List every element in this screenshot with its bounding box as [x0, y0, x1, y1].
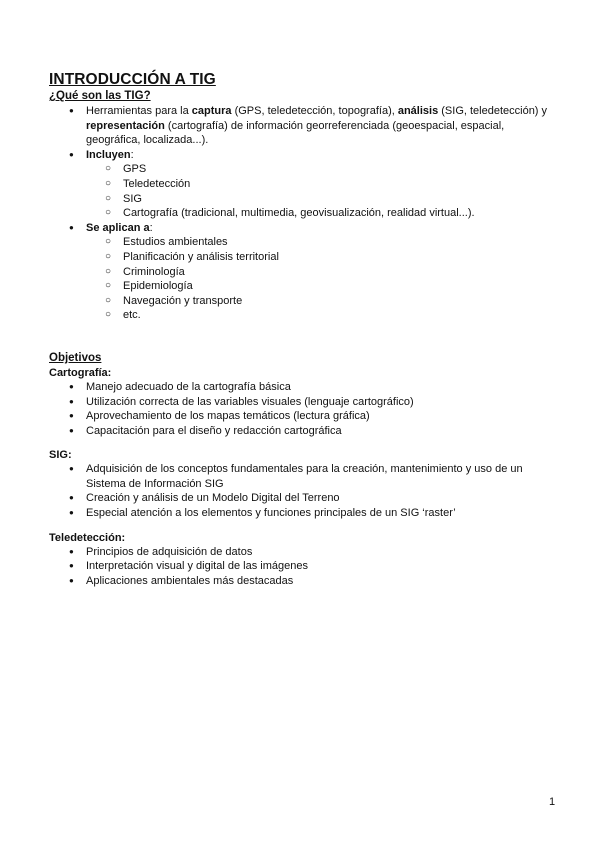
list-item: ○ etc.	[49, 308, 559, 323]
list-item: ○ SIG	[49, 192, 559, 207]
list-item: ○ Planificación y análisis territorial	[49, 250, 559, 265]
subheading-sig: SIG:	[49, 449, 72, 462]
list-item: ● Creación y análisis de un Modelo Digital del Terreno	[49, 491, 559, 506]
definition-item	[49, 104, 559, 148]
page-number: 1	[549, 796, 556, 808]
spacer	[49, 438, 559, 448]
definition-text-4: (cartografía) de información georreferenciada (geoespacial, espacial, geográfica, localizada...).	[86, 119, 505, 147]
subheading-cartografia: Cartografía:	[49, 366, 112, 379]
que-son-list	[49, 104, 559, 323]
definition-text-3: (SIG, teledetección) y	[438, 105, 548, 117]
teledeteccion-list	[49, 545, 559, 589]
se-aplican-item	[49, 221, 559, 323]
list-item: ○ Cartografía (tradicional, multimedia, geovisualización, realidad virtual...).	[49, 206, 559, 221]
list-item: ● Capacitación para el diseño y redacción cartográfica	[49, 424, 559, 439]
list-item: ● Aprovechamiento de los mapas temáticos (lectura gráfica)	[49, 409, 559, 424]
spacer	[49, 521, 559, 531]
incluyen-colon: :	[130, 148, 134, 161]
sig-list	[49, 462, 559, 520]
list-item: ● Manejo adecuado de la cartografía básica	[49, 380, 559, 395]
definition-bold-analisis: análisis	[397, 105, 439, 117]
definition-text-2: (GPS, teledetección, topografía),	[231, 105, 398, 117]
se-aplican-sublist	[86, 235, 559, 323]
list-item: ● Adquisición de los conceptos fundamentales para la creación, mantenimiento y uso de un Sistema de Información SIG	[49, 462, 559, 491]
se-aplican-colon: :	[149, 221, 153, 234]
incluyen-label: Incluyen	[86, 148, 131, 161]
subheading-teledeteccion: Teledetección:	[49, 531, 126, 544]
list-item: ○ Epidemiología	[49, 279, 559, 294]
incluyen-item	[49, 148, 559, 221]
list-item: ● Aplicaciones ambientales más destacadas	[49, 574, 559, 589]
section-heading-que-son: ¿Qué son las TIG?	[49, 90, 151, 102]
list-item: ○ Criminología	[49, 265, 559, 280]
list-item: ○ GPS	[49, 162, 559, 177]
cartografia-list	[49, 380, 559, 438]
spacer	[49, 323, 559, 347]
section-heading-objetivos: Objetivos	[49, 351, 102, 364]
definition-text-1: Herramientas para la	[86, 105, 192, 117]
document-page	[49, 70, 559, 588]
list-item: ○ Teledetección	[49, 177, 559, 192]
list-item: ● Utilización correcta de las variables visuales (lenguaje cartográfico)	[49, 395, 559, 410]
document-title: INTRODUCCIÓN A TIG	[49, 71, 216, 88]
incluyen-sublist	[86, 162, 559, 220]
list-item: ● Principios de adquisición de datos	[49, 545, 559, 560]
list-item: ● Especial atención a los elementos y funciones principales de un SIG ‘raster’	[49, 506, 559, 521]
definition-bold-captura: captura	[191, 105, 232, 117]
definition-bold-representacion: representación	[86, 119, 165, 132]
list-item: ○ Navegación y transporte	[49, 294, 559, 309]
se-aplican-label: Se aplican a	[86, 221, 150, 234]
list-item: ○ Estudios ambientales	[49, 235, 559, 250]
list-item: ● Interpretación visual y digital de las imágenes	[49, 559, 559, 574]
